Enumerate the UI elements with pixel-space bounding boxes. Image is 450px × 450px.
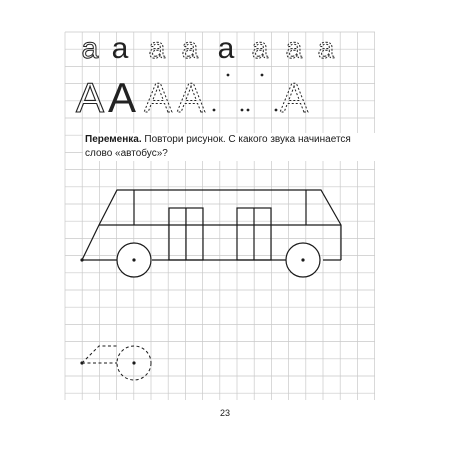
lowercase-letter-row — [82, 32, 335, 65]
wheel-hub — [301, 258, 304, 261]
lowercase-letter-dotted: а — [285, 32, 303, 65]
exercise-instruction — [83, 133, 387, 161]
bus-drawing — [80, 190, 341, 277]
dotted-start-drawing — [82, 346, 151, 380]
lowercase-letter-outlined: а — [81, 32, 99, 65]
uppercase-letter-outlined: А — [75, 74, 105, 121]
uppercase-letter-row — [76, 74, 308, 121]
guide-dot — [213, 109, 216, 112]
lowercase-letter-solid: а — [111, 32, 129, 65]
start-dot — [80, 258, 83, 261]
guide-dot — [261, 74, 264, 77]
uppercase-letter-dotted: А — [279, 74, 309, 121]
uppercase-letter-dotted: А — [143, 74, 173, 121]
exercise-heading: Переменка. — [85, 134, 142, 145]
uppercase-letter-dotted: А — [176, 74, 206, 121]
lowercase-letter-dotted: а — [181, 32, 199, 65]
guide-dot — [275, 109, 278, 112]
guide-dot — [247, 109, 250, 112]
exercise-text-line2: слово «автобус»? — [85, 148, 168, 159]
wheel-hub — [132, 361, 135, 364]
page-number: 23 — [213, 408, 237, 418]
lowercase-letter-solid: а — [217, 32, 235, 65]
lowercase-letter-dotted: а — [317, 32, 335, 65]
lowercase-letter-dotted: а — [251, 32, 269, 65]
guide-dot — [227, 74, 230, 77]
uppercase-letter-solid: А — [107, 74, 137, 121]
start-dot — [80, 361, 83, 364]
exercise-text-line1: Повтори рисунок. С какого звука начинается — [141, 134, 351, 145]
guide-dot — [241, 109, 244, 112]
lowercase-letter-dotted: а — [148, 32, 166, 65]
dotted-bus-start-line — [82, 346, 117, 363]
wheel-hub — [132, 258, 135, 261]
